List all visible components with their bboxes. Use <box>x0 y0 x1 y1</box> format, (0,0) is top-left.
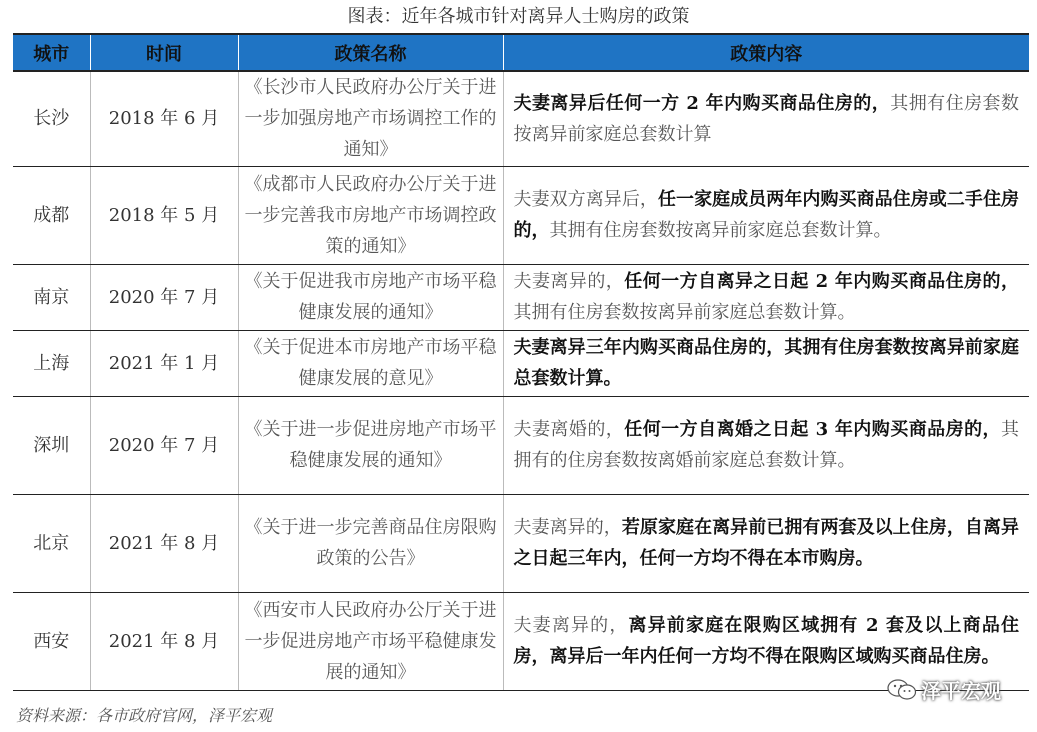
row-date: 2021 年 1 月 <box>90 330 238 396</box>
table-row <box>13 592 1029 690</box>
content-normal: 其拥有住房套数按离异前家庭总套数计算。 <box>513 302 856 323</box>
content-pre: 夫妻双方离异后， <box>513 189 658 210</box>
row-policy-name: 《关于促进我市房地产市场平稳健康发展的通知》 <box>238 264 503 330</box>
content-bold: 离异前家庭在限购区域拥有 2 套及以上商品住房，离异后一年内任何一方均不得在限购区域购买商品住房。 <box>513 615 1020 667</box>
row-policy-name: 《长沙市人民政府办公厅关于进一步加强房地产市场调控工作的通知》 <box>238 71 503 166</box>
row-city: 成都 <box>13 166 90 264</box>
row-policy-name: 《关于进一步促进房地产市场平稳健康发展的通知》 <box>238 396 503 494</box>
row-city: 上海 <box>13 330 90 396</box>
content-pre: 夫妻离婚的， <box>513 419 625 440</box>
row-city: 北京 <box>13 494 90 592</box>
content-normal: 其拥有住房套数按离异前家庭总套数计算 <box>513 92 1019 145</box>
row-date: 2021 年 8 月 <box>90 592 238 690</box>
row-date: 2020 年 7 月 <box>90 264 238 330</box>
row-date: 2020 年 7 月 <box>90 396 238 494</box>
policy-table <box>13 33 1029 691</box>
row-policy-content <box>503 71 1029 166</box>
watermark <box>887 675 1001 704</box>
row-date: 2018 年 6 月 <box>90 71 238 166</box>
row-policy-content <box>503 264 1029 330</box>
content-bold: 任何一方自离异之日起 2 年内购买商品住房的， <box>624 271 1019 292</box>
content-bold: 任何一方自离婚之日起 3 年内购买商品房的， <box>624 419 1001 440</box>
table-row <box>13 494 1029 592</box>
row-policy-content <box>503 330 1029 396</box>
table-row <box>13 71 1029 166</box>
row-date: 2021 年 8 月 <box>90 494 238 592</box>
content-bold: 夫妻离异后任何一方 2 年内购买商品住房的， <box>513 92 891 114</box>
table-row <box>13 396 1029 494</box>
row-policy-content <box>503 396 1029 494</box>
header-policy-name: 政策名称 <box>238 34 503 71</box>
table-header-row <box>13 34 1029 71</box>
table-row <box>13 330 1029 396</box>
row-city: 长沙 <box>13 71 90 166</box>
row-policy-name: 《成都市人民政府办公厅关于进一步完善我市房地产市场调控政策的通知》 <box>238 166 503 264</box>
table-caption: 图表：近年各城市针对离异人士购房的政策 <box>347 6 690 27</box>
content-pre: 夫妻离异的， <box>513 615 629 636</box>
content-normal: 其拥有住房套数按离异前家庭总套数计算。 <box>549 220 892 241</box>
content-normal: 其拥有的住房套数按离婚前家庭总套数计算。 <box>513 419 1019 471</box>
wechat-icon <box>887 679 917 701</box>
source-note: 资料来源：各市政府官网，泽平宏观 <box>16 706 273 725</box>
header-policy-content: 政策内容 <box>503 34 1029 71</box>
content-pre: 夫妻离异的， <box>513 517 622 538</box>
table-row <box>13 264 1029 330</box>
row-policy-name: 《西安市人民政府办公厅关于进一步促进房地产市场平稳健康发展的通知》 <box>238 592 503 690</box>
row-policy-content <box>503 166 1029 264</box>
content-bold: 夫妻离异三年内购买商品住房的，其拥有住房套数按离异前家庭总套数计算。 <box>513 337 1019 389</box>
header-city: 城市 <box>13 34 90 71</box>
row-city: 南京 <box>13 264 90 330</box>
row-date: 2018 年 5 月 <box>90 166 238 264</box>
row-policy-name: 《关于促进本市房地产市场平稳健康发展的意见》 <box>238 330 503 396</box>
row-city: 西安 <box>13 592 90 690</box>
row-city: 深圳 <box>13 396 90 494</box>
watermark-text: 泽平宏观 <box>921 679 1001 703</box>
table-row <box>13 166 1029 264</box>
content-pre: 夫妻离异的， <box>513 271 625 292</box>
header-date: 时间 <box>90 34 238 71</box>
content-bold: 若原家庭在离异前已拥有两套及以上住房，自离异之日起三年内，任何一方均不得在本市购房。 <box>513 517 1020 569</box>
row-policy-name: 《关于进一步完善商品住房限购政策的公告》 <box>238 494 503 592</box>
row-policy-content <box>503 494 1029 592</box>
content-bold: 任一家庭成员两年内购买商品住房或二手住房的， <box>513 189 1020 241</box>
